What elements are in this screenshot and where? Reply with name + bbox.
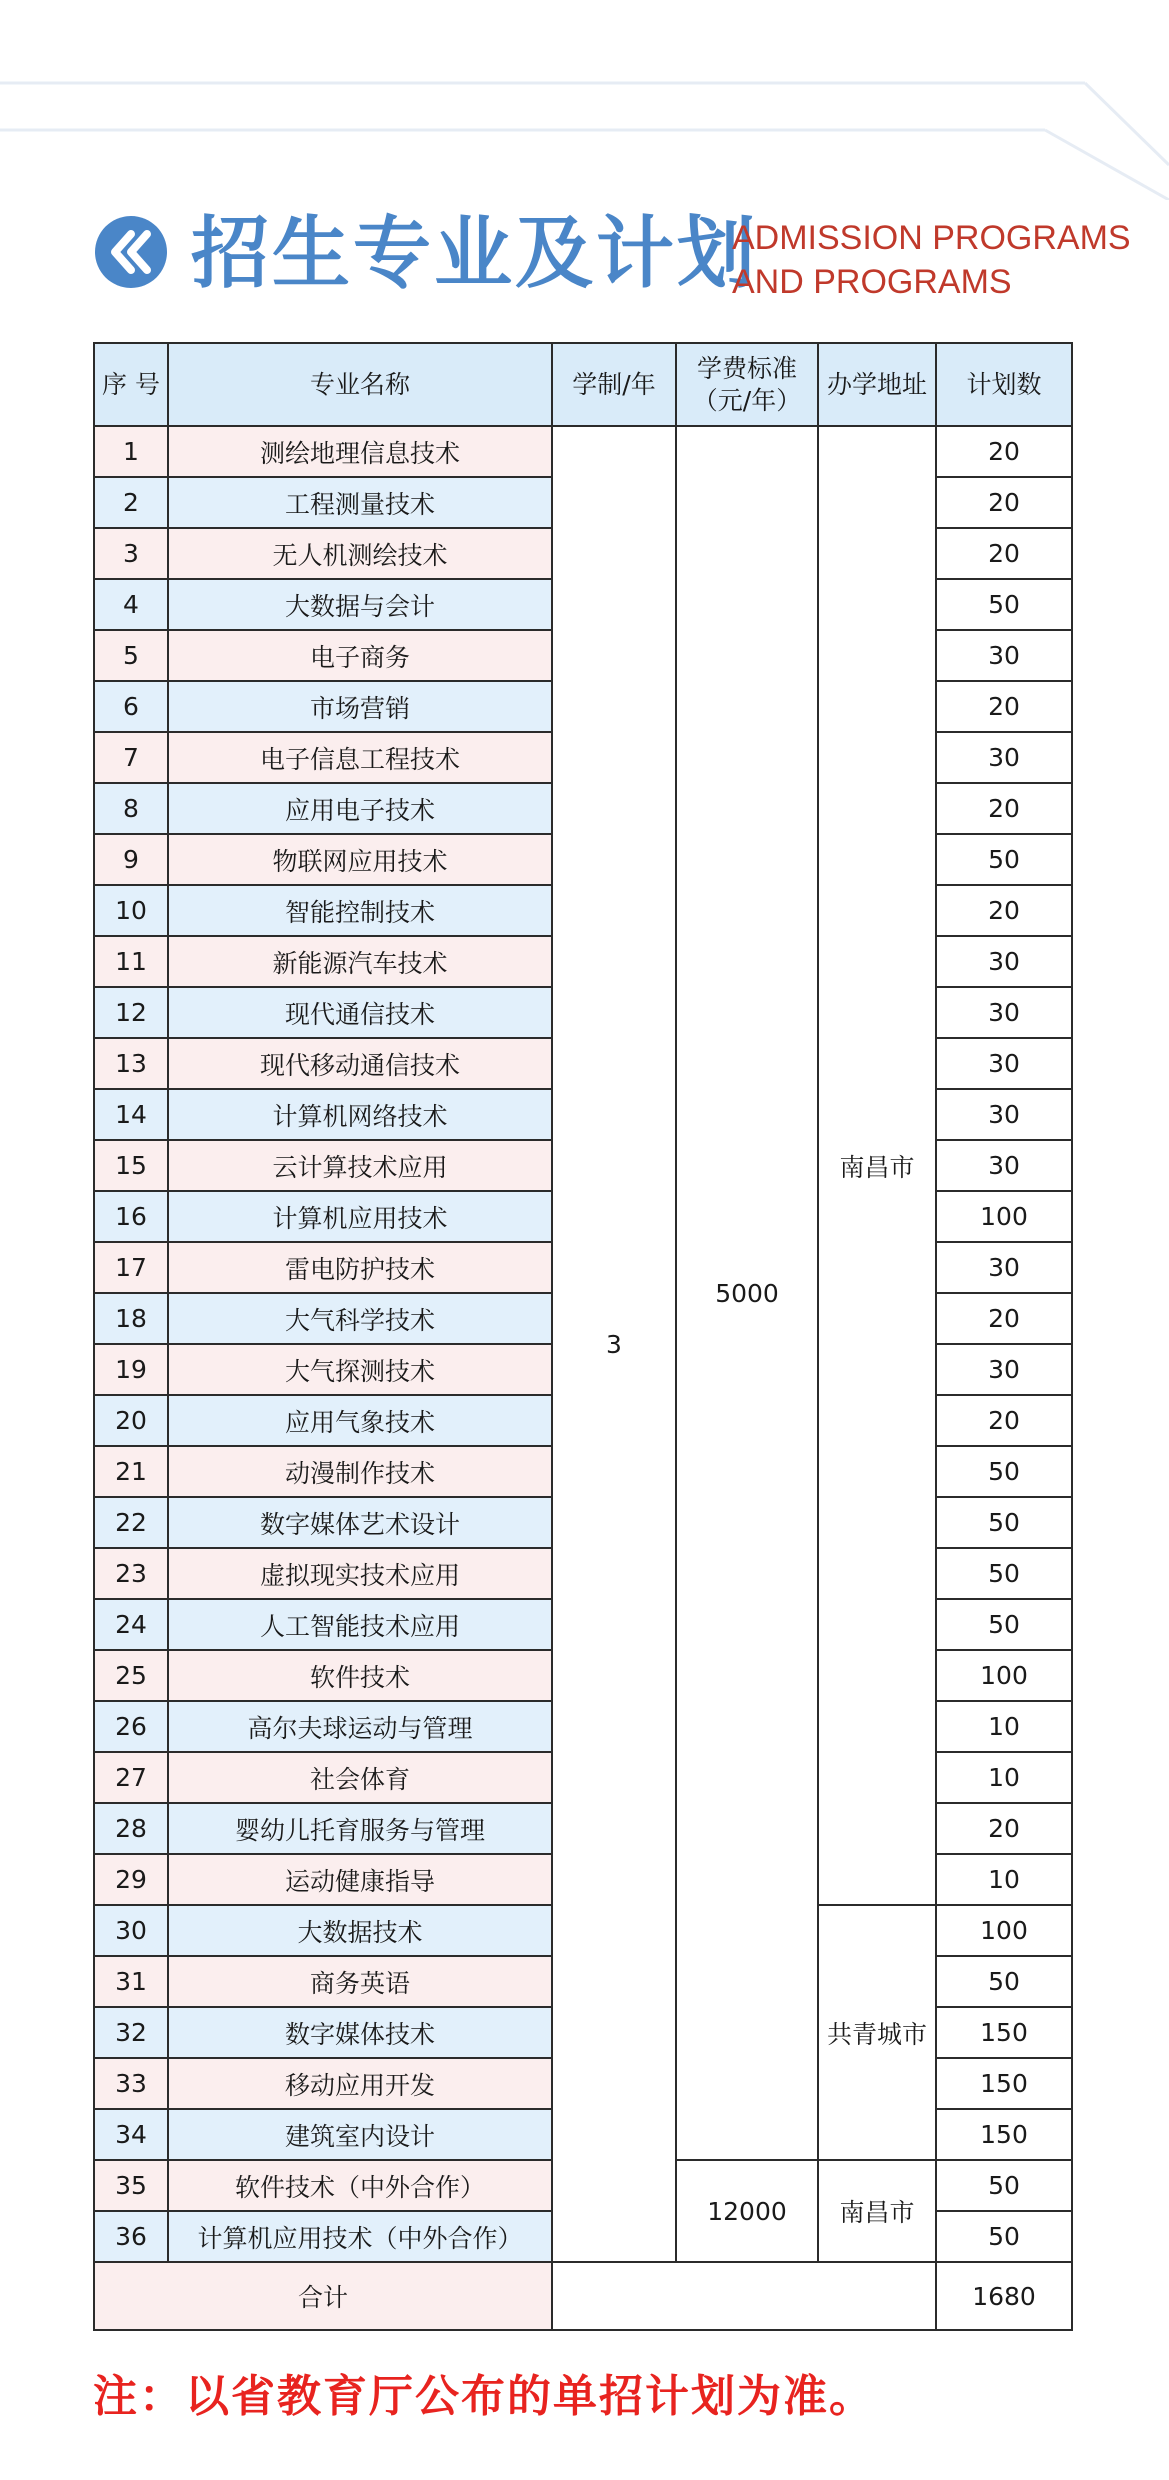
row-seq: 23: [94, 1548, 168, 1599]
header-plan: 计划数: [936, 343, 1072, 426]
row-seq: 7: [94, 732, 168, 783]
row-plan: 30: [936, 1038, 1072, 1089]
row-plan: 20: [936, 681, 1072, 732]
header-fee-line2: （元/年）: [692, 385, 802, 415]
duration-cell: 3: [552, 426, 676, 2262]
row-plan: 50: [936, 2211, 1072, 2262]
row-seq: 29: [94, 1854, 168, 1905]
row-plan: 30: [936, 1344, 1072, 1395]
row-seq: 34: [94, 2109, 168, 2160]
row-seq: 25: [94, 1650, 168, 1701]
row-seq: 35: [94, 2160, 168, 2211]
row-seq: 11: [94, 936, 168, 987]
row-program-name: 无人机测绘技术: [168, 528, 552, 579]
row-plan: 20: [936, 426, 1072, 477]
row-program-name: 雷电防护技术: [168, 1242, 552, 1293]
row-plan: 10: [936, 1752, 1072, 1803]
row-program-name: 大数据与会计: [168, 579, 552, 630]
row-seq: 14: [94, 1089, 168, 1140]
row-seq: 19: [94, 1344, 168, 1395]
row-seq: 5: [94, 630, 168, 681]
row-program-name: 计算机应用技术（中外合作）: [168, 2211, 552, 2262]
row-plan: 100: [936, 1650, 1072, 1701]
row-seq: 2: [94, 477, 168, 528]
header-duration: 学制/年: [552, 343, 676, 426]
row-plan: 20: [936, 1395, 1072, 1446]
row-program-name: 测绘地理信息技术: [168, 426, 552, 477]
location-gongqing-cell: 共青城市: [818, 1905, 936, 2160]
row-program-name: 现代通信技术: [168, 987, 552, 1038]
row-program-name: 软件技术（中外合作）: [168, 2160, 552, 2211]
row-program-name: 电子信息工程技术: [168, 732, 552, 783]
row-seq: 31: [94, 1956, 168, 2007]
row-seq: 8: [94, 783, 168, 834]
row-seq: 24: [94, 1599, 168, 1650]
row-seq: 13: [94, 1038, 168, 1089]
row-program-name: 现代移动通信技术: [168, 1038, 552, 1089]
row-program-name: 虚拟现实技术应用: [168, 1548, 552, 1599]
row-program-name: 市场营销: [168, 681, 552, 732]
header-decoration: [0, 0, 1169, 200]
row-program-name: 计算机网络技术: [168, 1089, 552, 1140]
row-program-name: 电子商务: [168, 630, 552, 681]
title-en-line2: AND PROGRAMS: [732, 263, 1012, 301]
row-plan: 50: [936, 1497, 1072, 1548]
row-plan: 150: [936, 2058, 1072, 2109]
fee-coop-cell: 12000: [676, 2160, 818, 2262]
row-plan: 50: [936, 834, 1072, 885]
row-seq: 27: [94, 1752, 168, 1803]
row-seq: 30: [94, 1905, 168, 1956]
row-seq: 33: [94, 2058, 168, 2109]
row-plan: 30: [936, 1140, 1072, 1191]
total-plan: 1680: [936, 2262, 1072, 2330]
header-fee-line1: 学费标准: [696, 353, 797, 383]
row-seq: 9: [94, 834, 168, 885]
row-program-name: 人工智能技术应用: [168, 1599, 552, 1650]
row-seq: 12: [94, 987, 168, 1038]
row-seq: 1: [94, 426, 168, 477]
row-program-name: 建筑室内设计: [168, 2109, 552, 2160]
row-plan: 20: [936, 1803, 1072, 1854]
row-plan: 20: [936, 885, 1072, 936]
double-chevron-left-icon: [95, 216, 167, 288]
row-seq: 28: [94, 1803, 168, 1854]
row-program-name: 应用气象技术: [168, 1395, 552, 1446]
row-seq: 15: [94, 1140, 168, 1191]
page-title-english: [732, 216, 1132, 304]
row-program-name: 物联网应用技术: [168, 834, 552, 885]
total-row: [94, 2262, 1072, 2330]
row-seq: 4: [94, 579, 168, 630]
fee-standard-cell: 5000: [676, 426, 818, 2160]
row-seq: 6: [94, 681, 168, 732]
table-row: [94, 426, 1072, 477]
row-plan: 50: [936, 1599, 1072, 1650]
row-plan: 20: [936, 1293, 1072, 1344]
row-plan: 100: [936, 1191, 1072, 1242]
row-seq: 17: [94, 1242, 168, 1293]
location-nanchang-cell: 南昌市: [818, 426, 936, 1905]
row-plan: 30: [936, 1089, 1072, 1140]
row-program-name: 商务英语: [168, 1956, 552, 2007]
row-plan: 150: [936, 2109, 1072, 2160]
row-seq: 21: [94, 1446, 168, 1497]
header-fee: [676, 343, 818, 426]
admission-table-wrap: [93, 342, 1073, 2331]
row-plan: 50: [936, 1548, 1072, 1599]
row-program-name: 计算机应用技术: [168, 1191, 552, 1242]
row-seq: 3: [94, 528, 168, 579]
row-plan: 30: [936, 936, 1072, 987]
row-seq: 16: [94, 1191, 168, 1242]
header-seq: 序 号: [94, 343, 168, 426]
row-program-name: 工程测量技术: [168, 477, 552, 528]
row-seq: 32: [94, 2007, 168, 2058]
row-plan: 30: [936, 1242, 1072, 1293]
row-plan: 50: [936, 1446, 1072, 1497]
row-plan: 100: [936, 1905, 1072, 1956]
row-program-name: 高尔夫球运动与管理: [168, 1701, 552, 1752]
header-location: 办学地址: [818, 343, 936, 426]
footnote: 注：以省教育厅公布的单招计划为准。: [93, 2371, 875, 2422]
table-header-row: [94, 343, 1072, 426]
row-plan: 10: [936, 1701, 1072, 1752]
row-plan: 10: [936, 1854, 1072, 1905]
row-program-name: 新能源汽车技术: [168, 936, 552, 987]
row-program-name: 运动健康指导: [168, 1854, 552, 1905]
row-plan: 30: [936, 987, 1072, 1038]
location-nanchang-coop-cell: 南昌市: [818, 2160, 936, 2262]
total-empty-cell: [552, 2262, 936, 2330]
row-seq: 18: [94, 1293, 168, 1344]
row-plan: 20: [936, 477, 1072, 528]
row-plan: 150: [936, 2007, 1072, 2058]
row-seq: 36: [94, 2211, 168, 2262]
total-label: 合计: [94, 2262, 552, 2330]
page-title: 招生专业及计划: [191, 209, 759, 299]
row-program-name: 大气科学技术: [168, 1293, 552, 1344]
row-program-name: 婴幼儿托育服务与管理: [168, 1803, 552, 1854]
row-program-name: 社会体育: [168, 1752, 552, 1803]
row-plan: 30: [936, 630, 1072, 681]
row-plan: 50: [936, 1956, 1072, 2007]
row-seq: 22: [94, 1497, 168, 1548]
row-seq: 26: [94, 1701, 168, 1752]
row-program-name: 大气探测技术: [168, 1344, 552, 1395]
row-program-name: 动漫制作技术: [168, 1446, 552, 1497]
row-plan: 20: [936, 783, 1072, 834]
row-program-name: 数字媒体技术: [168, 2007, 552, 2058]
header-name: 专业名称: [168, 343, 552, 426]
row-program-name: 云计算技术应用: [168, 1140, 552, 1191]
row-program-name: 大数据技术: [168, 1905, 552, 1956]
row-plan: 50: [936, 2160, 1072, 2211]
row-program-name: 软件技术: [168, 1650, 552, 1701]
row-seq: 10: [94, 885, 168, 936]
row-program-name: 数字媒体艺术设计: [168, 1497, 552, 1548]
row-program-name: 应用电子技术: [168, 783, 552, 834]
row-plan: 20: [936, 528, 1072, 579]
row-program-name: 移动应用开发: [168, 2058, 552, 2109]
row-seq: 20: [94, 1395, 168, 1446]
admission-table: [93, 342, 1073, 2331]
title-en-line1: ADMISSION PROGRAMS: [732, 219, 1131, 257]
row-plan: 50: [936, 579, 1072, 630]
row-program-name: 智能控制技术: [168, 885, 552, 936]
row-plan: 30: [936, 732, 1072, 783]
